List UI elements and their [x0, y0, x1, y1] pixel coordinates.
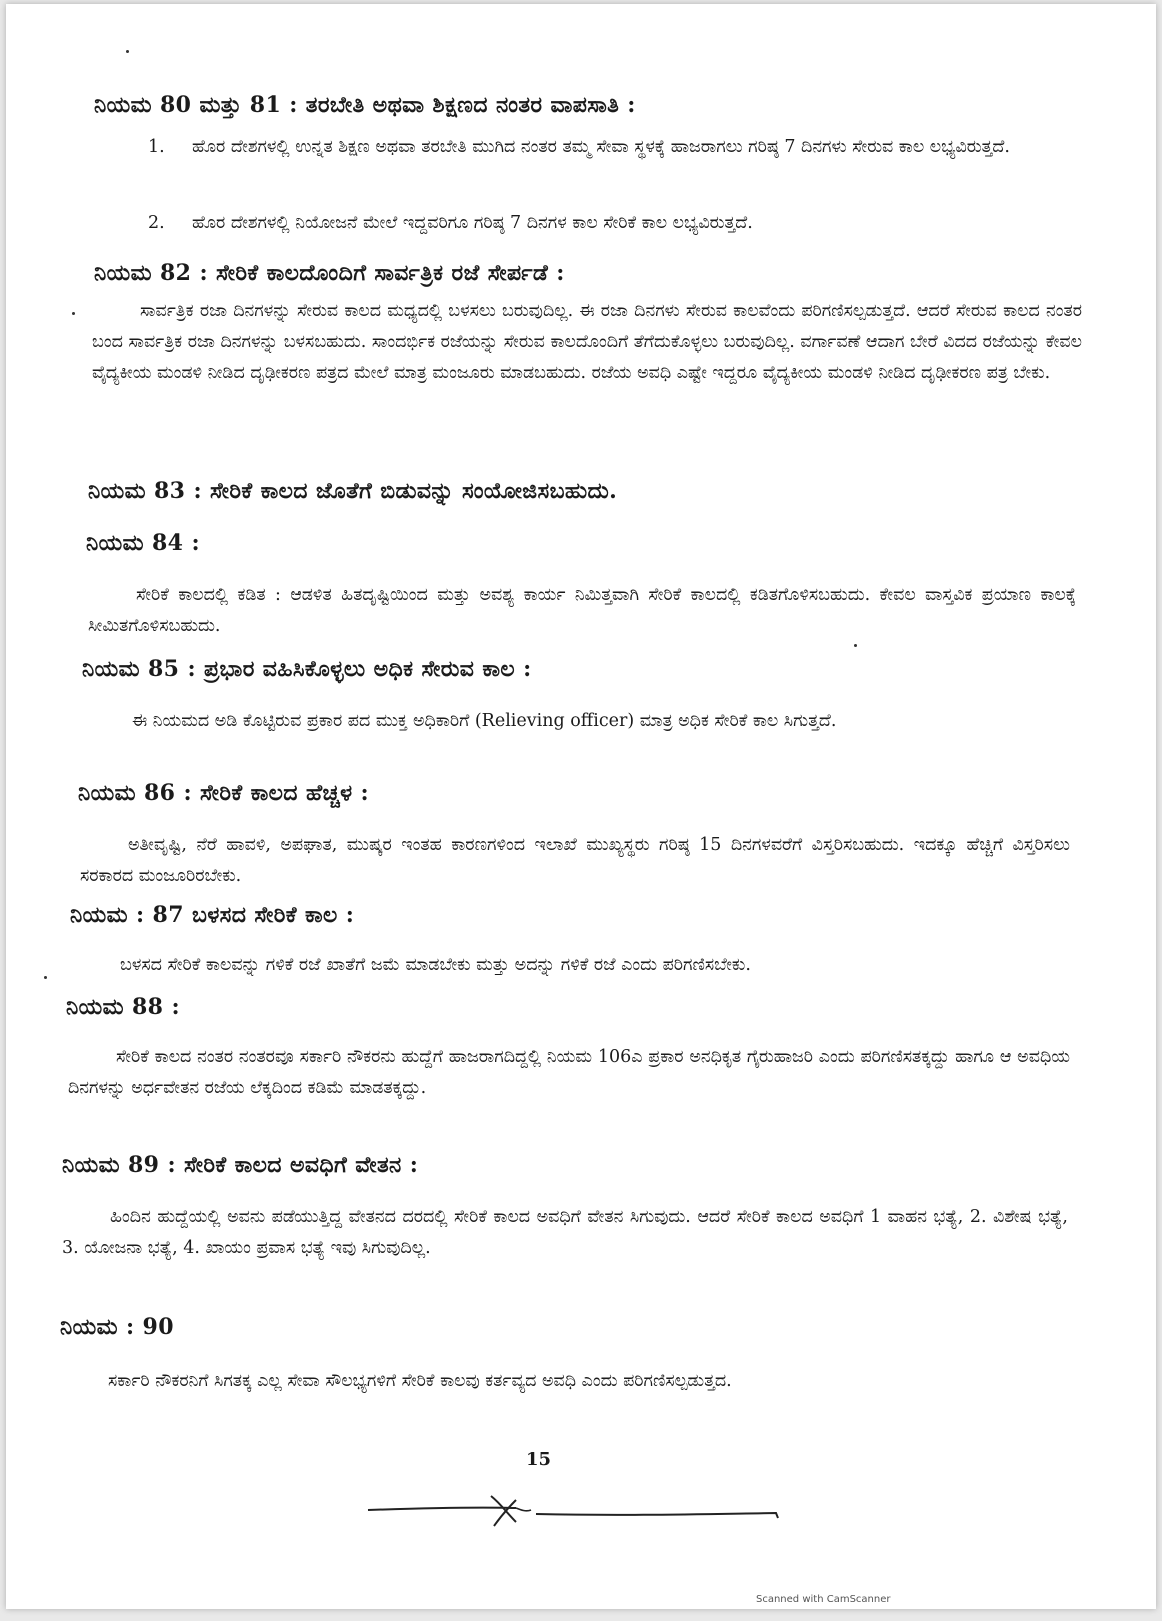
scan-speck: [854, 644, 857, 647]
rule-86-body: ಅತೀವೃಷ್ಟಿ, ನೆರೆ ಹಾವಳಿ, ಅಪಘಾತ, ಮುಷ್ಕರ ಇಂತಹ ಕಾರಣಗಳಿಂದ ಇಲಾಖೆ ಮುಖ್ಯಸ್ಥರು ಗರಿಷ್ಠ 15 ದಿನಗಳವರೆಗೆ ವಿಸ್ತರಿಸಬಹುದು. ಇದಕ್ಕೂ ಹೆಚ್ಚಿಗೆ ವಿಸ್ತರಿಸಲು ಸರಕಾರದ ಮಂಜೂರಿರಬೇಕು.: [80, 835, 1070, 886]
list-text: ಹೊರ ದೇಶಗಳಲ್ಲಿ ನಿಯೋಜನೆ ಮೇಲೆ ಇದ್ದವರಿಗೂ ಗರಿಷ್ಠ 7 ದಿನಗಳ ಕಾಲ ಸೇರಿಕೆ ಕಾಲ ಲಭ್ಯವಿರುತ್ತದೆ.: [192, 213, 753, 233]
rule-80-81-item-2: [148, 208, 1078, 239]
list-text: ಹೊರ ದೇಶಗಳಲ್ಲಿ ಉನ್ನತ ಶಿಕ್ಷಣ ಅಥವಾ ತರಬೇತಿ ಮುಗಿದ ನಂತರ ತಮ್ಮ ಸೇವಾ ಸ್ಥಳಕ್ಕೆ ಹಾಜರಾಗಲು ಗರಿಷ್ಠ 7 ದಿನಗಳು ಸೇರುವ ಕಾಲ ಲಭ್ಯವಿರುತ್ತದೆ.: [192, 137, 1010, 157]
scan-speck: [72, 312, 75, 315]
signature-mark: [366, 1474, 806, 1534]
rule-89-text: [62, 1202, 1068, 1264]
rule-87-heading: ನಿಯಮ : 87 ಬಳಸದ ಸೇರಿಕೆ ಕಾಲ :: [70, 902, 355, 928]
rule-88-body: ಸೇರಿಕೆ ಕಾಲದ ನಂತರ ನಂತರವೂ ಸರ್ಕಾರಿ ನೌಕರನು ಹುದ್ದೆಗೆ ಹಾಜರಾಗದಿದ್ದಲ್ಲಿ ನಿಯಮ 106ಎ ಪ್ರಕಾರ ಅನಧಿಕೃತ ಗೈರುಹಾಜರಿ ಎಂದು ಪರಿಗಣಿಸತಕ್ಕದ್ದು ಹಾಗೂ ಆ ಅವಧಿಯ ದಿನಗಳನ್ನು ಅರ್ಧವೇತನ ರಜೆಯ ಲೆಕ್ಕದಿಂದ ಕಡಿಮೆ ಮಾಡತಕ್ಕದ್ದು.: [68, 1047, 1070, 1098]
scan-speck: [44, 976, 47, 979]
rule-84-heading: ನಿಯಮ 84 :: [86, 530, 200, 556]
rule-80-81-item-1: [148, 132, 1078, 163]
page-number: 15: [526, 1449, 552, 1470]
rule-84-body: ಸೇರಿಕೆ ಕಾಲದಲ್ಲಿ ಕಡಿತ : ಆಡಳಿತ ಹಿತದೃಷ್ಟಿಯಿಂದ ಮತ್ತು ಅವಶ್ಯ ಕಾರ್ಯ ನಿಮಿತ್ತವಾಗಿ ಸೇರಿಕೆ ಕಾಲದಲ್ಲಿ ಕಡಿತಗೊಳಿಸಬಹುದು. ಕೇವಲ ವಾಸ್ತವಿಕ ಪ್ರಯಾಣ ಕಾಲಕ್ಕೆ ಸೀಮಿತಗೊಳಿಸಬಹುದು.: [88, 585, 1076, 636]
rule-86-text: [80, 830, 1070, 892]
rule-82-body: ಸಾರ್ವತ್ರಿಕ ರಜಾ ದಿನಗಳನ್ನು ಸೇರುವ ಕಾಲದ ಮಧ್ಯದಲ್ಲಿ ಬಳಸಲು ಬರುವುದಿಲ್ಲ. ಈ ರಜಾ ದಿನಗಳು ಸೇರುವ ಕಾಲವೆಂದು ಪರಿಗಣಿಸಲ್ಪಡುತ್ತದೆ. ಆದರೆ ಸೇರುವ ಕಾಲದ ನಂತರ ಬಂದ ಸಾರ್ವತ್ರಿಕ ರಜಾ ದಿನಗಳನ್ನು ಬಳಸಬಹುದು. ಸಾಂದರ್ಭಿಕ ರಜೆಯನ್ನು ಸೇರುವ ಕಾಲದೊಂದಿಗೆ ತೆಗೆದುಕೊಳ್ಳಲು ಬರುವುದಿಲ್ಲ. ವರ್ಗಾವಣೆ ಆದಾಗ ಬೇರೆ ವಿದದ ರಜೆಯನ್ನು ಕೇವಲ ವೈದ್ಯಕೀಯ ಮಂಡಳಿ ನೀಡಿದ ದೃಢೀಕರಣ ಪತ್ರದ ಮೇಲೆ ಮಾತ್ರ ಮಂಜೂರು ಮಾಡಬಹುದು. ರಜೆಯ ಅವಧಿ ಎಷ್ಟೇ ಇದ್ದರೂ ವೈದ್ಯಕೀಯ ಮಂಡಳಿ ನೀಡಿದ ದೃಢೀಕರಣ ಪತ್ರ ಬೇಕು.: [92, 301, 1082, 383]
scanner-watermark: Scanned with CamScanner: [756, 1594, 891, 1605]
page-content: [6, 4, 1156, 1609]
rule-88-text: [68, 1042, 1070, 1104]
rule-85-heading: ನಿಯಮ 85 : ಪ್ರಭಾರ ವಹಿಸಿಕೊಳ್ಳಲು ಅಧಿಕ ಸೇರುವ ಕಾಲ :: [82, 656, 532, 682]
list-number: 2.: [148, 213, 165, 233]
rule-90-body: ಸರ್ಕಾರಿ ನೌಕರನಿಗೆ ಸಿಗತಕ್ಕ ಎಲ್ಲ ಸೇವಾ ಸೌಲಭ್ಯಗಳಿಗೆ ಸೇರಿಕೆ ಕಾಲವು ಕರ್ತವ್ಯದ ಅವಧಿ ಎಂದು ಪರಿಗಣಿಸಲ್ಪಡುತ್ತದ.: [108, 1371, 732, 1391]
rule-87-body: ಬಳಸದ ಸೇರಿಕೆ ಕಾಲವನ್ನು ಗಳಿಕೆ ರಜೆ ಖಾತೆಗೆ ಜಮೆ ಮಾಡಬೇಕು ಮತ್ತು ಅದನ್ನು ಗಳಿಕೆ ರಜೆ ಎಂದು ಪರಿಗಣಿಸಬೇಕು.: [120, 955, 751, 975]
rule-82-heading: ನಿಯಮ 82 : ಸೇರಿಕೆ ಕಾಲದೊಂದಿಗೆ ಸಾರ್ವತ್ರಿಕ ರಜೆ ಸೇರ್ಪಡೆ :: [94, 260, 565, 286]
rule-88-heading: ನಿಯಮ 88 :: [66, 994, 180, 1020]
rule-80-81-heading: ನಿಯಮ 80 ಮತ್ತು 81 : ತರಬೇತಿ ಅಥವಾ ಶಿಕ್ಷಣದ ನಂತರ ವಾಪಸಾತಿ :: [94, 92, 636, 118]
rule-86-heading: ನಿಯಮ 86 : ಸೇರಿಕೆ ಕಾಲದ ಹೆಚ್ಚಳ :: [78, 780, 370, 806]
document-page: [6, 4, 1156, 1609]
rule-85-text: [84, 706, 1074, 737]
rule-87-text: [72, 950, 1072, 981]
rule-90-heading: ನಿಯಮ : 90: [60, 1314, 174, 1340]
rule-90-text: [60, 1366, 1068, 1397]
scan-speck: [126, 50, 129, 53]
rule-89-body: ಹಿಂದಿನ ಹುದ್ದೆಯಲ್ಲಿ ಅವನು ಪಡೆಯುತ್ತಿದ್ದ ವೇತನದ ದರದಲ್ಲಿ ಸೇರಿಕೆ ಕಾಲದ ಅವಧಿಗೆ ವೇತನ ಸಿಗುವುದು. ಆದರೆ ಸೇರಿಕೆ ಕಾಲದ ಅವಧಿಗೆ 1 ವಾಹನ ಭತ್ಯೆ, 2. ವಿಶೇಷ ಭತ್ಯೆ, 3. ಯೋಜನಾ ಭತ್ಯೆ, 4. ಖಾಯಂ ಪ್ರವಾಸ ಭತ್ಯೆ ಇವು ಸಿಗುವುದಿಲ್ಲ.: [62, 1207, 1068, 1258]
rule-83-heading: ನಿಯಮ 83 : ಸೇರಿಕೆ ಕಾಲದ ಜೊತೆಗೆ ಬಿಡುವನ್ನು ಸಂಯೋಜಿಸಬಹುದು.: [88, 478, 618, 504]
rule-82-text: [92, 296, 1082, 389]
rule-89-heading: ನಿಯಮ 89 : ಸೇರಿಕೆ ಕಾಲದ ಅವಧಿಗೆ ವೇತನ :: [62, 1152, 419, 1178]
rule-85-body: ಈ ನಿಯಮದ ಅಡಿ ಕೊಟ್ಟಿರುವ ಪ್ರಕಾರ ಪದ ಮುಕ್ತ ಅಧಿಕಾರಿಗೆ (Relieving officer) ಮಾತ್ರ ಅಧಿಕ ಸೇರಿಕೆ ಕಾಲ ಸಿಗುತ್ತದೆ.: [132, 711, 837, 731]
rule-84-text: [88, 580, 1076, 642]
list-number: 1.: [148, 137, 165, 157]
